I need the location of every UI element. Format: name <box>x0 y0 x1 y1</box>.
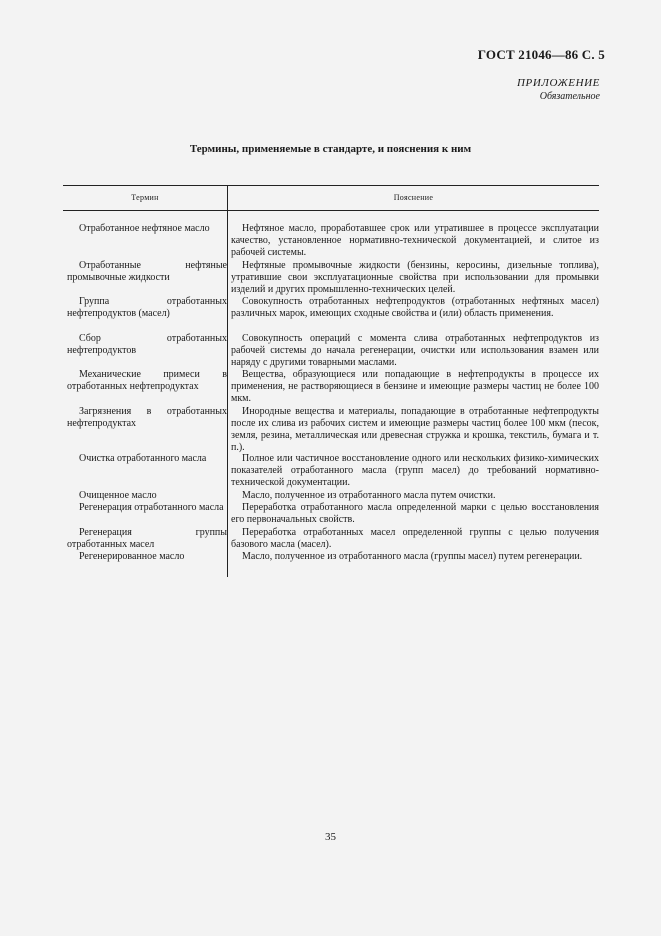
table-header-rule <box>63 210 599 211</box>
column-header-explanation: Пояснение <box>393 193 434 202</box>
term-cell: Очищенное масло <box>79 490 157 501</box>
explanation-cell: Вещества, образующиеся или попадающие в нефтепродукты в процессе их применения, не растворяющиеся в бензине и имеющие размеры частиц не более 100 мкм. <box>231 369 599 404</box>
appendix-label <box>517 77 600 103</box>
explanation-cell: Совокупность отработанных нефтепродуктов (отработанных нефтяных масел) различных марок, имеющих сходные свойства и (или) область применения. <box>231 296 599 319</box>
term-cell: Сбор отработанных нефтепродуктов <box>67 333 227 356</box>
explanation-cell: Масло, полученное из отработанного масла (группы масел) путем регенерации. <box>242 551 583 562</box>
term-cell: Очистка отработанного масла <box>79 453 207 464</box>
term-cell: Отработанные нефтяные промывочные жидкости <box>67 260 227 283</box>
table-column-divider <box>227 185 228 577</box>
explanation-cell: Переработка отработанного масла определенной марки с целью восстановления его первоначальных свойств. <box>231 502 599 525</box>
explanation-cell: Совокупность операций с момента слива отработанных нефтепродуктов из рабочей системы до начала регенерации, очистки или использования взамен или наряду с другими товарными маслами. <box>231 333 599 368</box>
column-header-term: Термин <box>131 193 159 202</box>
explanation-cell: Нефтяные промывочные жидкости (бензины, керосины, дизельные топлива), утратившие свои эксплуатационные свойства при использовании для промывки изделий и других промышленно-технических целей. <box>231 260 599 295</box>
explanation-cell: Инородные вещества и материалы, попадающие в отработанные нефтепродукты после их слива из рабочих систем и имеющие размеры частиц более 100 мкм (песок, земля, резина, металлическая или древесная стружка и крошка, текстиль, бумага и т. п.). <box>231 406 599 453</box>
term-cell: Группа отработанных нефтепродуктов (масел) <box>67 296 227 319</box>
explanation-cell: Нефтяное масло, проработавшее срок или утратившее в процессе эксплуатации качество, установленное нормативно-технической документацией, и слитое из рабочей системы. <box>231 223 599 258</box>
explanation-cell: Масло, полученное из отработанного масла путем очистки. <box>242 490 496 501</box>
explanation-cell: Переработка отработанных масел определенной группы с целью получения базового масла (масел). <box>231 527 599 550</box>
term-cell: Регенерированное масло <box>79 551 185 562</box>
appendix-title: ПРИЛОЖЕНИЕ <box>517 77 600 89</box>
page-number: 35 <box>325 831 336 843</box>
term-cell: Отработанное нефтяное масло <box>79 223 210 234</box>
term-cell: Загрязнения в отработанных нефтепродуктах <box>67 406 227 429</box>
page-title: Термины, применяемые в стандарте, и пояснения к ним <box>189 143 472 155</box>
term-cell: Регенерация группы отработанных масел <box>67 527 227 550</box>
standard-reference: ГОСТ 21046—86 С. 5 <box>477 47 605 62</box>
explanation-cell: Полное или частичное восстановление одного или нескольких физико-химических показателей отработанного масла (групп масел) до требований нормативно-технической документации. <box>231 453 599 488</box>
appendix-status: Обязательное <box>539 91 600 102</box>
term-cell: Механические примеси в отработанных нефтепродуктах <box>67 369 227 392</box>
term-cell: Регенерация отработанного масла <box>79 502 224 513</box>
table-top-rule <box>63 185 599 186</box>
